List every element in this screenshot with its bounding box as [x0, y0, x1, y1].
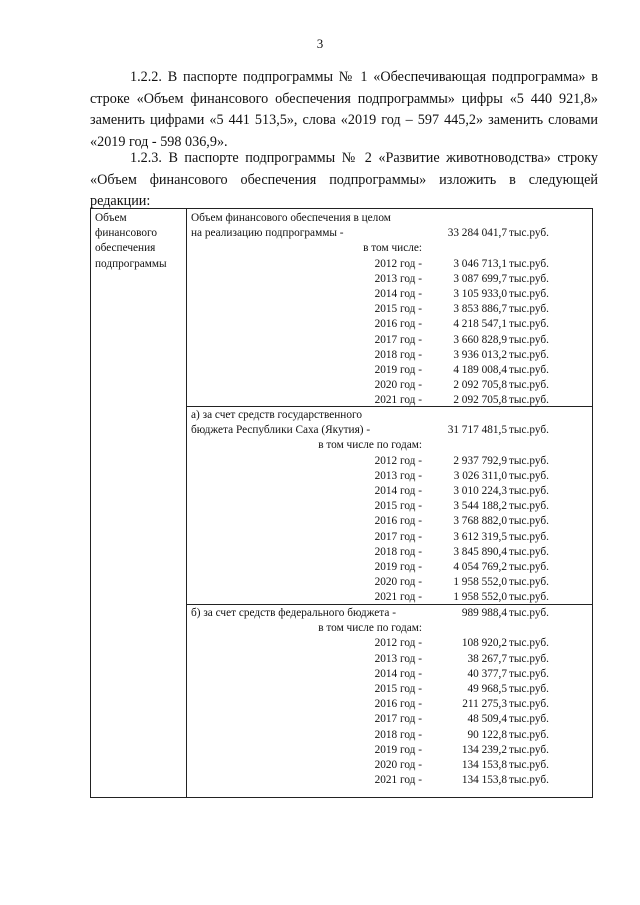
year-label: 2012 год - [374, 257, 422, 270]
year-label: 2017 год - [374, 713, 422, 726]
section-heading-row [187, 423, 592, 438]
year-amount: 3 026 311,0 [453, 469, 507, 482]
year-amount: 2 092 705,8 [453, 379, 507, 392]
year-amount: 108 920,2 [461, 637, 507, 650]
funding-section [187, 408, 592, 605]
year-label: 2013 год - [374, 272, 422, 285]
year-row [187, 652, 592, 667]
unit-label: тыс.руб. [509, 515, 549, 528]
year-label: 2013 год - [374, 469, 422, 482]
year-label: 2021 год - [374, 591, 422, 604]
year-amount: 134 239,2 [461, 743, 507, 756]
year-amount: 3 010 224,3 [453, 484, 507, 497]
year-row [187, 590, 592, 605]
section-heading-row [187, 408, 592, 423]
subheading-text: в том числе по годам: [318, 622, 422, 635]
year-label: 2016 год - [374, 698, 422, 711]
year-amount: 90 122,8 [467, 728, 507, 741]
unit-label: тыс.руб. [509, 257, 549, 270]
unit-label: тыс.руб. [509, 379, 549, 392]
row-label-line: обеспечения [95, 242, 156, 255]
section-heading-text: на реализацию подпрограммы - [191, 227, 344, 240]
year-row [187, 317, 592, 332]
year-row [187, 363, 592, 378]
unit-label: тыс.руб. [509, 500, 549, 513]
unit-label: тыс.руб. [509, 530, 549, 543]
year-row [187, 530, 592, 545]
year-row [187, 257, 592, 272]
year-row [187, 728, 592, 743]
section-total: 33 284 041,7 [447, 227, 507, 240]
year-amount: 40 377,7 [467, 667, 507, 680]
year-amount: 1 958 552,0 [453, 591, 507, 604]
year-label: 2014 год - [374, 287, 422, 300]
unit-label: тыс.руб. [509, 348, 549, 361]
year-label: 2016 год - [374, 515, 422, 528]
section-total: 989 988,4 [461, 607, 507, 619]
unit-label: тыс.руб. [509, 363, 549, 376]
year-row [187, 758, 592, 773]
year-label: 2017 год - [374, 530, 422, 543]
year-row [187, 743, 592, 758]
year-row [187, 454, 592, 469]
section-heading-text: бюджета Республики Саха (Якутия) - [191, 424, 371, 437]
section-heading-row [187, 226, 592, 241]
year-row [187, 773, 592, 788]
year-row [187, 393, 592, 408]
section-heading-row [187, 606, 592, 621]
unit-label: тыс.руб. [509, 227, 549, 240]
funding-section [187, 211, 592, 408]
paragraph-1-2-3: 1.2.3. В паспорте подпрограммы № 2 «Развитие животноводства» строку «Объем финансового обеспечения подпрограммы» изложить в следующей редакции: [90, 150, 598, 210]
year-label: 2013 год - [374, 652, 422, 665]
year-amount: 4 189 008,4 [453, 363, 507, 376]
funding-section [187, 606, 592, 788]
year-amount: 3 845 890,4 [453, 545, 507, 558]
year-row [187, 348, 592, 363]
year-label: 2020 год - [374, 758, 422, 771]
subheading-text: в том числе по годам: [318, 439, 422, 452]
unit-label: тыс.руб. [509, 682, 549, 695]
year-amount: 3 768 882,0 [453, 515, 507, 528]
year-amount: 3 660 828,9 [453, 333, 507, 346]
year-amount: 3 046 713,1 [453, 257, 507, 270]
year-amount: 2 092 705,8 [453, 394, 507, 407]
unit-label: тыс.руб. [509, 667, 549, 680]
year-amount: 3 853 886,7 [453, 303, 507, 316]
unit-label: тыс.руб. [509, 287, 549, 300]
row-label-line: финансового [95, 227, 158, 240]
row-label-line: подпрограммы [95, 257, 167, 270]
unit-label: тыс.руб. [509, 591, 549, 604]
year-label: 2015 год - [374, 303, 422, 316]
year-label: 2015 год - [374, 682, 422, 695]
year-label: 2018 год - [374, 728, 422, 741]
year-row [187, 697, 592, 712]
section-heading-text: Объем финансового обеспечения в целом [191, 212, 391, 224]
row-label-cell [95, 211, 183, 272]
year-row [187, 287, 592, 302]
year-amount: 134 153,8 [461, 758, 507, 771]
year-label: 2019 год - [374, 743, 422, 756]
year-row [187, 378, 592, 393]
unit-label: тыс.руб. [509, 484, 549, 497]
year-amount: 3 087 699,7 [453, 272, 507, 285]
year-label: 2012 год - [374, 454, 422, 467]
unit-label: тыс.руб. [509, 758, 549, 771]
year-label: 2019 год - [374, 363, 422, 376]
unit-label: тыс.руб. [509, 698, 549, 711]
year-label: 2014 год - [374, 484, 422, 497]
unit-label: тыс.руб. [509, 333, 549, 346]
year-amount: 4 054 769,2 [453, 560, 507, 573]
year-row [187, 514, 592, 529]
year-label: 2017 год - [374, 333, 422, 346]
year-row [187, 636, 592, 651]
unit-label: тыс.руб. [509, 272, 549, 285]
year-row [187, 302, 592, 317]
subheading-row [187, 241, 592, 256]
section-heading-text: а) за счет средств государственного [191, 409, 362, 421]
year-label: 2021 год - [374, 774, 422, 787]
page-number: 3 [316, 36, 324, 51]
unit-label: тыс.руб. [509, 607, 549, 619]
year-label: 2019 год - [374, 560, 422, 573]
year-label: 2020 год - [374, 379, 422, 392]
subheading-text: в том числе: [363, 242, 422, 255]
year-amount: 1 958 552,0 [453, 576, 507, 589]
year-row [187, 484, 592, 499]
year-row [187, 682, 592, 697]
year-row [187, 667, 592, 682]
unit-label: тыс.руб. [509, 424, 549, 437]
year-row [187, 499, 592, 514]
section-heading-text: б) за счет средств федерального бюджета - [191, 607, 396, 619]
year-row [187, 712, 592, 727]
unit-label: тыс.руб. [509, 394, 549, 407]
unit-label: тыс.руб. [509, 469, 549, 482]
unit-label: тыс.руб. [509, 637, 549, 650]
year-amount: 3 544 188,2 [453, 500, 507, 513]
section-heading-row [187, 211, 592, 226]
year-label: 2021 год - [374, 394, 422, 407]
unit-label: тыс.руб. [509, 303, 549, 316]
subheading-row [187, 438, 592, 453]
paragraph-1-2-2: 1.2.2. В паспорте подпрограммы № 1 «Обеспечивающая подпрограмма» в строке «Объем финансового обеспечения подпрограммы» цифры «5 440 921,8» заменить цифрами «5 441 513,5», слова «2019 год – 597 445,2» заменить словами «2019 год - 598 036,9». [90, 69, 598, 150]
financing-table [90, 208, 593, 798]
unit-label: тыс.руб. [509, 454, 549, 467]
year-label: 2020 год - [374, 576, 422, 589]
unit-label: тыс.руб. [509, 774, 549, 787]
year-row [187, 545, 592, 560]
year-amount: 49 968,5 [467, 682, 507, 695]
year-row [187, 469, 592, 484]
year-row [187, 575, 592, 590]
year-label: 2018 год - [374, 348, 422, 361]
unit-label: тыс.руб. [509, 652, 549, 665]
year-row [187, 333, 592, 348]
row-label-line: Объем [95, 212, 127, 224]
unit-label: тыс.руб. [509, 576, 549, 589]
unit-label: тыс.руб. [509, 318, 549, 331]
year-label: 2012 год - [374, 637, 422, 650]
unit-label: тыс.руб. [509, 545, 549, 558]
year-amount: 3 936 013,2 [453, 348, 507, 361]
subheading-row [187, 621, 592, 636]
year-row [187, 560, 592, 575]
section-total: 31 717 481,5 [447, 424, 507, 437]
unit-label: тыс.руб. [509, 743, 549, 756]
year-amount: 3 612 319,5 [453, 530, 507, 543]
year-amount: 3 105 933,0 [453, 287, 507, 300]
year-amount: 2 937 792,9 [453, 454, 507, 467]
year-amount: 134 153,8 [461, 774, 507, 787]
year-amount: 38 267,7 [467, 652, 507, 665]
year-amount: 211 275,3 [462, 698, 507, 711]
year-label: 2018 год - [374, 545, 422, 558]
year-label: 2015 год - [374, 500, 422, 513]
year-amount: 48 509,4 [467, 713, 507, 726]
year-row [187, 272, 592, 287]
year-amount: 4 218 547,1 [453, 318, 507, 331]
unit-label: тыс.руб. [509, 713, 549, 726]
unit-label: тыс.руб. [509, 560, 549, 573]
year-label: 2016 год - [374, 318, 422, 331]
unit-label: тыс.руб. [509, 728, 549, 741]
year-label: 2014 год - [374, 667, 422, 680]
